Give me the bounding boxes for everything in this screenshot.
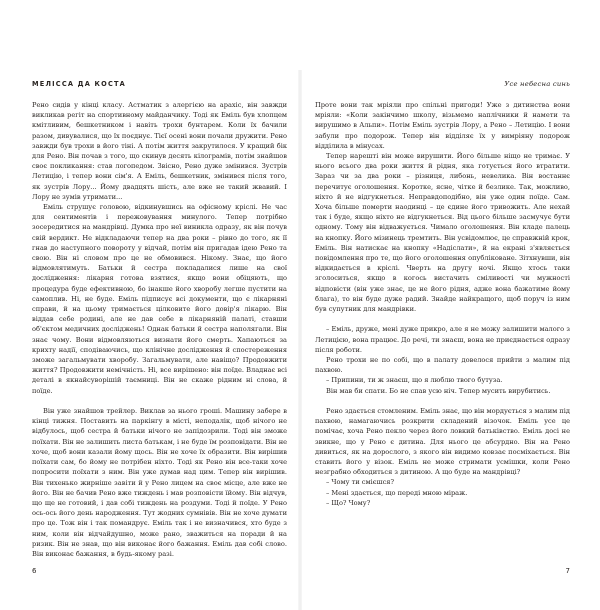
right-running-head: Усе небесна синь	[504, 80, 570, 88]
right-paragraph-2: Тепер нарешті він може вирушити. Його більше ніщо не тримає. У нього всього два роки життя й рідня, яка готується його втратити. Зараз чи за два роки – різниця, либонь, невелика. Він востаннє перечитує оголошення. Коротке, ясне, чітке й безлике. Так, можливо, ніхто й не відгукнеться. Неправдоподібно, він уже один поїде. Сам. Хоча більше померти наодинці – це єдине його тривожить. Але нехай так і буде, якщо ніхто не відгукнеться. Від цього більше засмучує бути одному. Тому він відважується. Чимало оголошення. Він кладе палець на кнопку. Його мізинець тремтить. Він усвідомлює, це справжній крок, Еміль. Він натискає на кнопку «Надіслати», й на екрані з'являється повідомлення про те, що його оголошення опубліковане. Зітхнувши, він відкидається в кріслі. Чверть на другу ночі. Якщо хтось таки зголоситься, якщо в когось вистачить сміливості чи мужності відповісти (він уже знає, це не його рідня, адже вона бажатиме йому блага), то він буде дуже радий. Знайде найкращого, щоб поруч із ним був супутник для мандрівки.	[315, 152, 570, 314]
left-paragraph-1: Рено сидів у кінці класу. Астматик з алергією на арахіс, він завжди викликав регіт на спортивному майданчику. Тоді як Еміль був хлопцем кмітливим, бешкетником і навіть трохи бунтарем. Коли їх бачили разом, дивувалися, що їх поєднує. Тієї осені вони почали дружити. Рено завжди був трохи в його тіні. А потім життя закрутилося. У кращий бік для Рено. Він почав з того, що скинув десять кілограмів, потім знайшов своє покликання: став логопедом. Звісно, Рено дуже змінився. Зустрів Летицію, і тепер вони сім'я. А Еміль, бешкетник, змінився після того, як зустрів Лору... Йому двадцять шість, але вже не такий жвавий. І Лору не зумів утримати...	[32, 101, 287, 201]
right-paragraph-4: Він мав би спати. Бо не спав усю ніч. Тепер мусить вирубитись.	[326, 386, 551, 395]
right-paragraph-5: Рено здається стомленим. Еміль знає, що він мордується з малим під пахвою, намагаючись розкрити складений візочок. Еміль усе це помічає, хоча Рено пекло через його ловкий батьківство. Еміль досі не звикне, що у Рено є дитина. Для нього це абсурдно. Він на Рено дивиться, як на дорослого, з якого він видимо ковзає посміхається. Він ставить його у візок. Еміль не може стримати усмішки, коли Рено незграбно обходиться з дитиною. А що буде на мандрівці?	[315, 407, 570, 477]
left-page-number: 6	[32, 567, 37, 575]
right-dialogue-3: – Чому ти смієшся?	[326, 478, 395, 487]
left-paragraph-2: Еміль струшує головою, відкинувшись на офісному кріслі. Не час для сентиментів і пережовування минулого. Тепер потрібно зосередитися на мандрівці. Думка про неї виникла одразу, як він почув свій вердикт. Не відкладаючи тепер на два роки – рівно до того, як її гнав до наступного повороту у відчай, потім він пригадав ідею Рено та свою. Він ні словом про це не обмовився. Нікому. Знає, що його відмовлятимуть. Батьки й сестра покладалися лише на свої дослідження: лікарня готова взятися, якщо вони обіцяють, що процедура буде ефективною, бо інакше його хворобу легше пустити на самоплив. Ні, не буде. Еміль підписує всі документи, що є лікарняні справи, й на цьому тримається цілковите його довір'я лікарю. Він віддав себе родині, але не дав себе в лікарняній палаті, ставши об'єктом медичних досліджень! Однак батьки й сестра наполягали. Він знає чому. Вони відмовляються визнати його смерть. Хапаються за крихту надії, сподіваючись, що клінічне дослідження й спостереження зможе загальмувати хворобу. Загальмувати, але навіщо? Продовжити життя? Продовжити немічність. Ні, все вирішено: він поїде. Владнає всі деталі в якнайсуворішій таємниці. Він не скаже рідним ні слова, й поїде.	[32, 203, 287, 395]
right-dialogue-5: – Що? Чому?	[326, 498, 371, 507]
right-page-number: 7	[565, 567, 570, 575]
left-paragraph-3: Він уже знайшов трейлер. Виклав за нього гроші. Машину забере в кінці тижня. Поставить на паркінгу в місті, неподалік, щоб нічого не відбулось, щоб сестра й батьки нічого не запідозрили. Тоді він зможе поїхати. Він не залишить листа батькам, і не буде їм розповідати. Він не хоче, щоб вони казали йому щось. Він не хоче їх образити. Він вирішив поїхати сам, бо йому не потрібен ніхто. Тоді як Рено він все-таки хоче попросити поїхати з ним. Він уже думав над цим. Тепер він вирішив. Він тихенько жирніше завіти й у Рено лицем на своє місце, але вже не його. Він не бачив Рено вже тиждень і мав розповісти їйому. Він відчув, що ще не готовий, і дав собі тиждень на роздуми. Тоді й поїде. У Рено ось-ось його день народження. Тут жодних сумнівів. Він не хоче думати про це. Тож він і так помандрує. Еміль так і не визначився, хто буде з ним, коли він відчайдушно, може рано, зважиться на поради й на ризик. Він не знав, що він виконає його бажання. Еміль дав собі слово. Він виконає бажання, в будь-якому разі.	[32, 407, 288, 558]
right-dialogue-2: – Припини, ти ж знаєш, що я люблю твого бутуза.	[326, 376, 503, 385]
left-running-head: МЕЛІССА ДА КОСТА	[32, 80, 126, 88]
left-page	[0, 0, 300, 600]
right-paragraph-3: Рено трохи не по собі, що в палату довелося прийти з малим під пахвою.	[315, 356, 570, 375]
right-dialogue-1: – Еміль, друже, мені дуже прикро, але я не можу залишити малого з Летицією, вона працює. До речі, ти знаєш, вона не приєднається одразу після роботи.	[315, 325, 570, 354]
right-paragraph-1: Проте вони так мріяли про спільні пригоди! Уже з дитинства вони мріяли: «Коли закінчимо школу, візьмемо наплічники й намети та вирушимо в Альпи». Потім Еміль зустрів Лору, а Рено – Летицію. І вони забули про подорож. Тепер він відділяє їх у вимріяну подорож відділила в мінусах.	[315, 101, 570, 150]
right-page	[300, 0, 600, 600]
right-dialogue-4: – Мені здається, що переді мною міраж.	[326, 488, 468, 497]
